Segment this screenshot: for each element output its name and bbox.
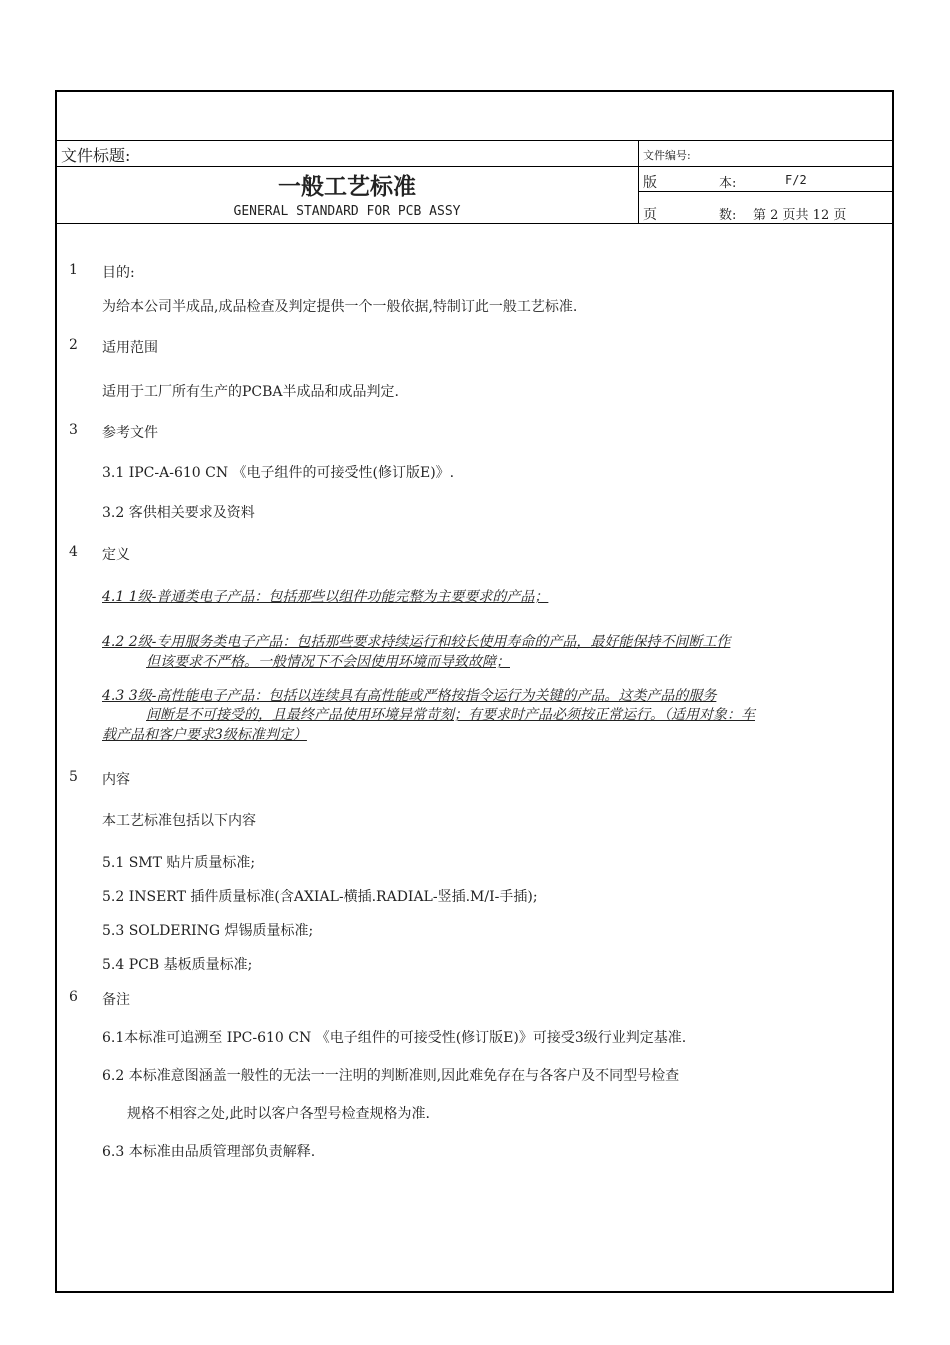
section-6-item-2-line-2: 规格不相容之处,此时以客户各型号检查规格为准. xyxy=(127,1106,430,1122)
definition-class-1: 4.1 1级-普通类电子产品：包括那些以组件功能完整为主要要求的产品； xyxy=(102,589,549,605)
section-5-item-4: 5.4 PCB 基板质量标准; xyxy=(102,957,253,973)
header-bottom-line xyxy=(57,223,892,224)
section-4-title: 定义 xyxy=(102,547,130,563)
section-5-item-1: 5.1 SMT 贴片质量标准; xyxy=(102,855,256,871)
version-label-suffix: 本: xyxy=(719,176,737,191)
page-count-label-suffix: 数: xyxy=(719,208,737,223)
section-5-text: 本工艺标准包括以下内容 xyxy=(102,813,256,829)
section-1-number: 1 xyxy=(69,262,78,278)
section-6-number: 6 xyxy=(69,989,78,1005)
doc-number-label: 文件编号: xyxy=(643,149,691,162)
header-line-2 xyxy=(57,166,892,167)
section-5-item-2: 5.2 INSERT 插件质量标准(含AXIAL-横插.RADIAL-竖插.M/I-手插); xyxy=(102,889,538,905)
section-6-title: 备注 xyxy=(102,992,130,1008)
header-line-3 xyxy=(638,191,892,192)
definition-class-3-line-1: 4.3 3级-高性能电子产品：包括以连续具有高性能或严格按指令运行为关键的产品。这类产品的服务 xyxy=(102,688,717,704)
page-count-value: 第 2 页共 12 页 xyxy=(753,208,847,223)
section-2-title: 适用范围 xyxy=(102,340,158,356)
section-5-number: 5 xyxy=(69,769,78,785)
page-count-label: 页 xyxy=(643,207,657,223)
definition-class-3-line-2: 间断是不可接受的，且最终产品使用环境异常苛刻；有要求时产品必须按正常运行。（适用对象：车 xyxy=(146,707,755,723)
version-label: 版 xyxy=(643,175,657,191)
definition-class-2-line-1: 4.2 2级-专用服务类电子产品：包括那些要求持续运行和较长使用寿命的产品，最好能保持不间断工作 xyxy=(102,634,731,650)
section-2-text: 适用于工厂所有生产的PCBA半成品和成品判定. xyxy=(102,384,399,400)
section-6-item-3: 6.3 本标准由品质管理部负责解释. xyxy=(102,1144,316,1160)
page-subtitle: GENERAL STANDARD FOR PCB ASSY xyxy=(233,204,461,219)
section-2-number: 2 xyxy=(69,337,78,353)
title-label: 文件标题: xyxy=(61,146,131,165)
section-3-item-2: 3.2 客供相关要求及资料 xyxy=(102,505,255,521)
section-6-item-1: 6.1本标准可追溯至 IPC-610 CN 《电子组件的可接受性(修订版E)》可接受3级行业判定基准. xyxy=(102,1030,687,1046)
document-frame xyxy=(55,90,894,1293)
version-value: F/2 xyxy=(785,173,807,187)
header-divider xyxy=(638,140,639,223)
section-3-item-1: 3.1 IPC-A-610 CN 《电子组件的可接受性(修订版E)》. xyxy=(102,465,455,481)
section-4-number: 4 xyxy=(69,544,78,560)
definition-class-2-line-2: 但该要求不严格。一般情况下不会因使用环境而导致故障； xyxy=(146,654,510,670)
section-5-item-3: 5.3 SOLDERING 焊锡质量标准; xyxy=(102,923,314,939)
section-3-title: 参考文件 xyxy=(102,425,158,441)
section-5-title: 内容 xyxy=(102,772,130,788)
definition-class-3-line-3: 载产品和客户要求3级标准判定） xyxy=(102,727,307,743)
section-1-title: 目的: xyxy=(102,265,135,281)
header-top-line xyxy=(57,140,892,141)
page-title: 一般工艺标准 xyxy=(278,173,416,200)
section-3-number: 3 xyxy=(69,422,78,438)
section-6-item-2-line-1: 6.2 本标准意图涵盖一般性的无法一一注明的判断准则,因此难免存在与各客户及不同型号检查 xyxy=(102,1068,680,1084)
section-1-text: 为给本公司半成品,成品检查及判定提供一个一般依据,特制订此一般工艺标准. xyxy=(102,299,578,315)
